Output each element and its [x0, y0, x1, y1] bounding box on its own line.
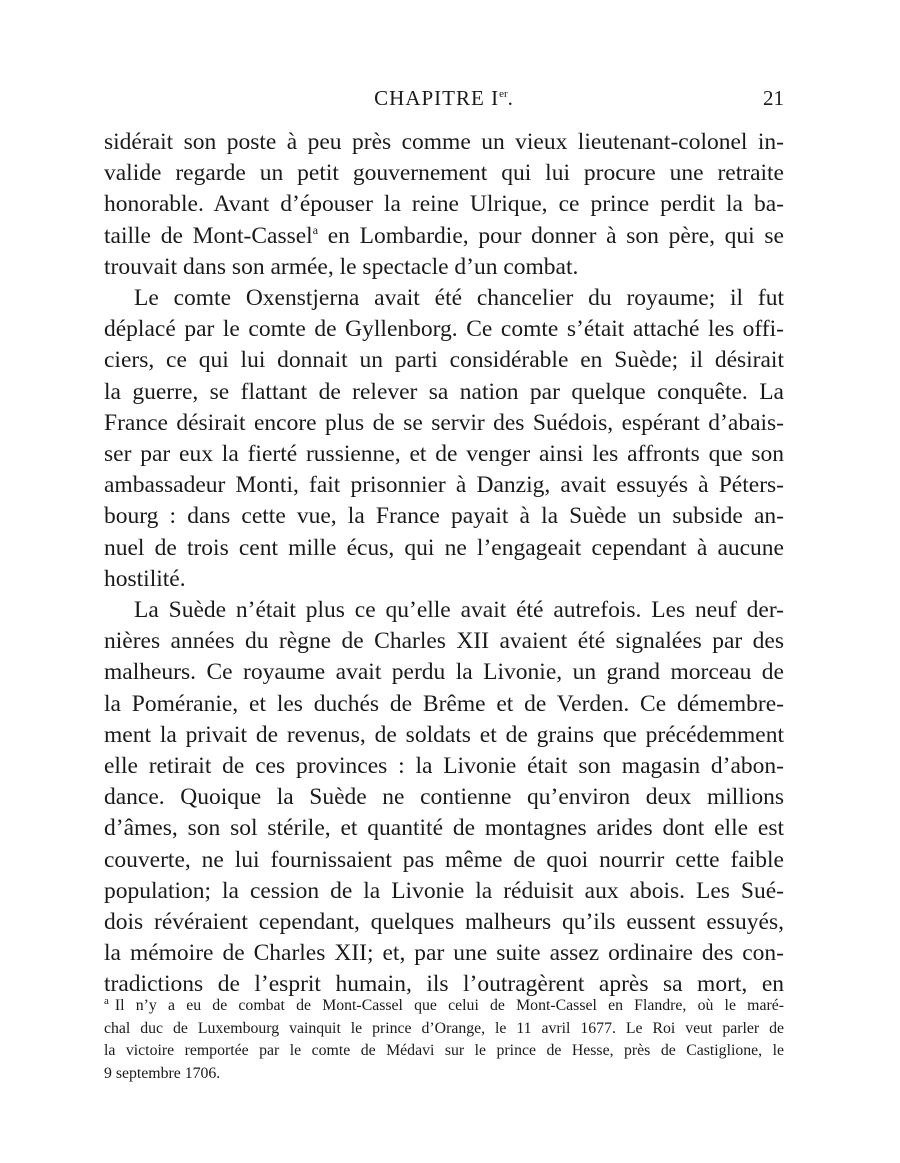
text-line: ser par eux la fierté russienne, et de venger ainsi les affronts que son — [104, 441, 784, 468]
footnote-line: chal duc de Luxembourg vainquit le prince d’Orange, le 11 avril 1677. Le Roi veut parler de — [104, 1019, 784, 1037]
chapter-title-text: CHAPITRE I — [374, 86, 500, 110]
text-line: dance. Quoique la Suède ne contienne qu’environ deux millions — [104, 784, 784, 811]
paragraph-1 — [104, 127, 784, 283]
footnote-reference: a — [312, 222, 319, 237]
text-line: elle retirait de ces provinces : la Livonie était son magasin d’abon- — [104, 753, 784, 780]
chapter-title — [104, 86, 784, 111]
footnote-line: la victoire remportée par le comte de Médavi sur le prince de Hesse, près de Castiglione, le — [104, 1042, 784, 1059]
text-line: d’âmes, son sol stérile, et quantité de montagnes arides dont elle est — [104, 815, 784, 842]
footnote-line: 9 septembre 1706. — [104, 1064, 221, 1082]
text-line: déplacé par le comte de Gyllenborg. Ce comte s’était attaché les offi- — [104, 316, 784, 343]
text-line: ment la privait de revenus, de soldats et de grains que précédemment — [104, 721, 784, 748]
body-text — [104, 127, 784, 1001]
text-line: ambassadeur Monti, fait prisonnier à Danzig, avait essuyés à Péters- — [104, 472, 784, 499]
text-line: trouvait dans son armée, le spectacle d’un combat. — [104, 253, 579, 280]
paragraph-2 — [104, 283, 784, 595]
text-line: la Poméranie, et les duchés de Brême et de Verden. Ce démembre- — [104, 690, 784, 717]
text-line: nières années du règne de Charles XII avaient été signalées par des — [104, 628, 784, 655]
text-line: nuel de trois cent mille écus, qui ne l’engageait cependant à aucune — [104, 534, 784, 561]
paragraph-3 — [104, 595, 784, 1001]
text-line: la mémoire de Charles XII; et, par une suite assez ordinaire des con- — [104, 940, 784, 967]
footnote-text: Il n’y a eu de combat de Mont-Cassel que celui de Mont-Cassel en Flandre, où le maré- — [114, 997, 784, 1014]
text-line: couverte, ne lui fournissaient pas même de quoi nourrir cette faible — [104, 846, 784, 873]
text-line: France désirait encore plus de se servir des Suédois, espérant d’abais- — [104, 409, 784, 436]
text-line: la guerre, se flattant de relever sa nation par quelque conquête. La — [104, 378, 784, 405]
text-line: valide regarde un petit gouvernement qui lui procure une retraite — [104, 160, 784, 187]
text-line: ciers, ce qui lui donnait un parti considérable en Suède; il désirait — [104, 347, 784, 374]
footnote-block — [104, 995, 784, 1085]
text-line: La Suède n’était plus ce qu’elle avait été autrefois. Les neuf der- — [134, 597, 784, 624]
running-head — [104, 86, 784, 116]
chapter-title-period: . — [507, 86, 514, 110]
text-line-with-noteref — [104, 221, 784, 252]
text-line: Le comte Oxenstjerna avait été chancelier du royaume; il fut — [134, 285, 784, 312]
text-segment: taille de Mont-Cassel — [104, 222, 313, 249]
text-line: tradictions de l’esprit humain, ils l’outragèrent après sa mort, en — [104, 971, 784, 998]
text-line: dois révéraient cependant, quelques malheurs qu’ils eussent essuyés, — [104, 909, 784, 936]
chapter-title-superscript: er — [499, 88, 508, 100]
text-line: bourg : dans cette vue, la France payait à la Suède un subside an- — [104, 503, 784, 530]
page-number: 21 — [763, 86, 784, 110]
footnote-marker: a — [104, 994, 109, 1007]
text-line: malheurs. Ce royaume avait perdu la Livonie, un grand morceau de — [104, 659, 784, 686]
text-line: honorable. Avant d’épouser la reine Ulrique, ce prince perdit la ba- — [104, 191, 784, 218]
text-segment: en Lombardie, pour donner à son père, qui se — [318, 222, 784, 249]
text-line: hostilité. — [104, 565, 186, 592]
text-line: population; la cession de la Livonie la réduisit aux abois. Les Sué- — [104, 877, 784, 904]
text-line: sidérait son poste à peu près comme un vieux lieutenant-colonel in- — [104, 129, 784, 155]
footnote-line — [104, 995, 784, 1018]
